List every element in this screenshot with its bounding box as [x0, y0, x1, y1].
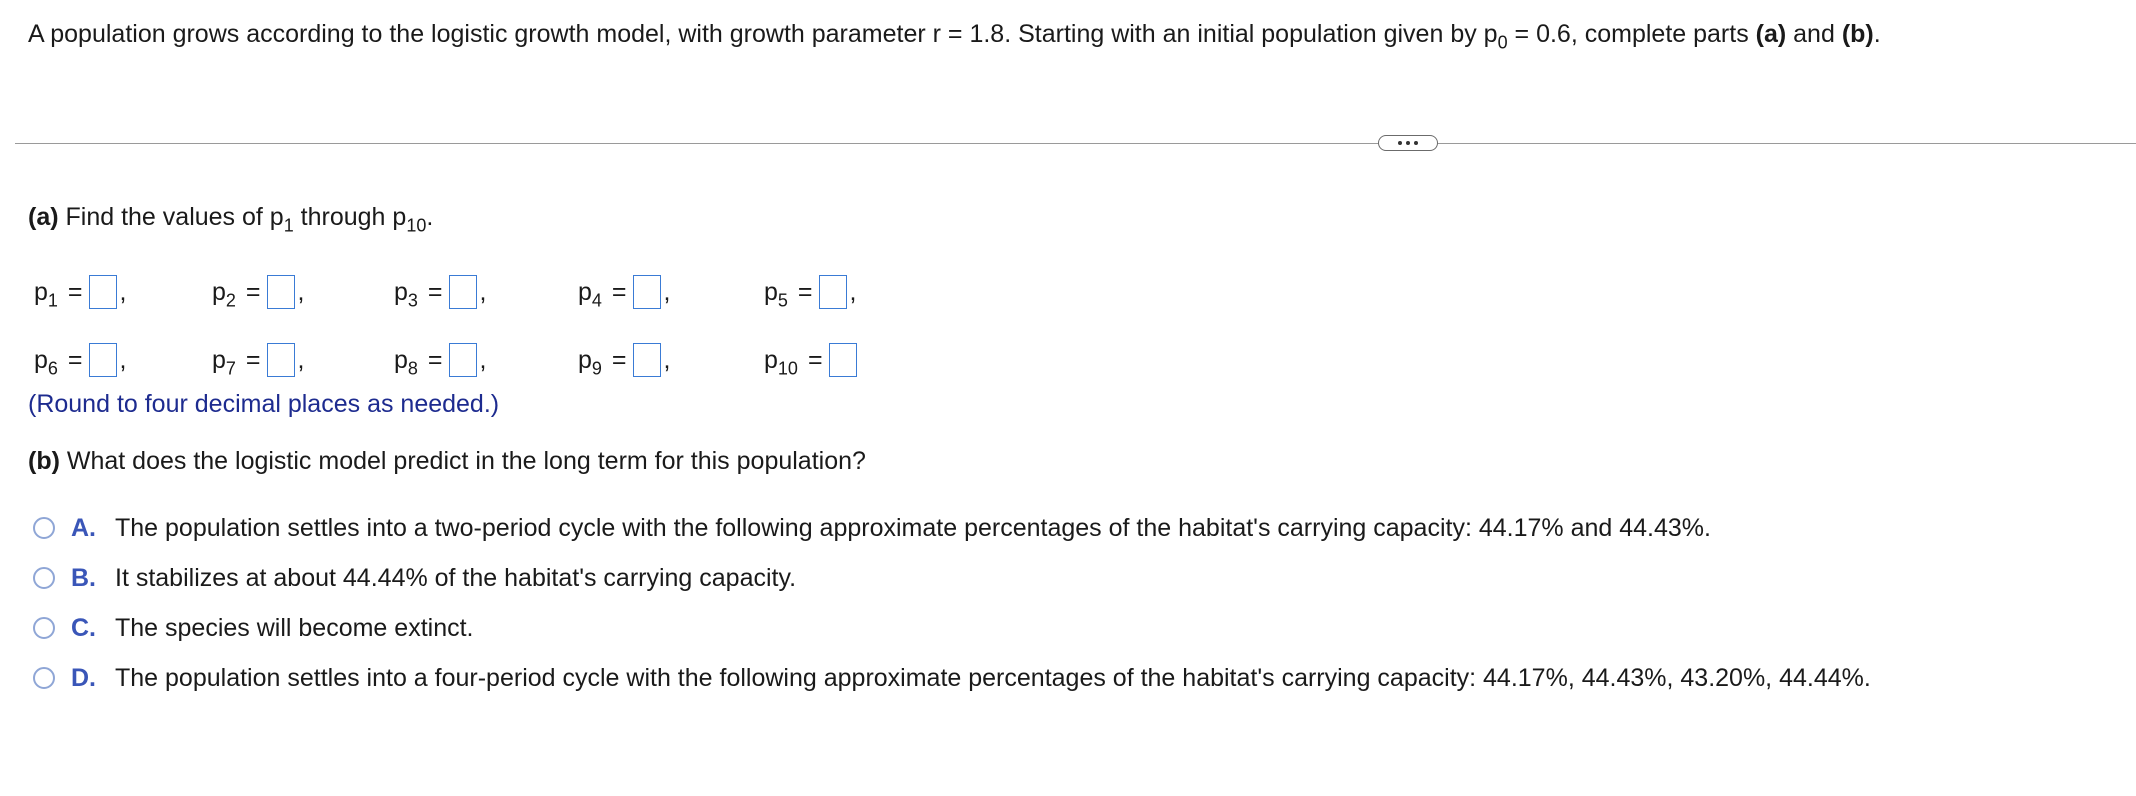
choice-a-text: The population settles into a two-period cycle with the following approximate percentages of the habitat's carrying capacity: 44.17% and 44.43%.	[115, 513, 1711, 542]
comma: ,	[479, 277, 487, 306]
comma: ,	[119, 277, 127, 306]
problem-statement	[28, 20, 1881, 53]
p4-answer-input[interactable]	[633, 275, 661, 309]
equals-sign: =	[427, 345, 443, 374]
choice-d-letter: D.	[71, 663, 96, 692]
problem-intro-text-2: = 0.6, complete parts	[1507, 20, 1756, 48]
p9-label: $p_9$	[578, 345, 602, 378]
choice-b-text: It stabilizes at about 44.44% of the habitat's carrying capacity.	[115, 563, 797, 592]
p2-answer-input[interactable]	[267, 275, 295, 309]
choice-d-text: The population settles into a four-period cycle with the following approximate percentages of the habitat's carrying capacity: 44.17%, 44.43%, 43.20%, 44.44%.	[115, 663, 1871, 692]
round-note: (Round to four decimal places as needed.)	[28, 390, 500, 418]
p4-label: $p_4$	[578, 277, 602, 310]
p10-label: $p_{10}$	[764, 345, 798, 378]
choice-a-letter: A.	[71, 513, 96, 542]
p3-label: $p_3$	[394, 277, 418, 310]
p10-item	[764, 340, 857, 380]
p3-answer-input[interactable]	[449, 275, 477, 309]
problem-intro-sub: 0	[1497, 32, 1508, 53]
equals-sign: =	[245, 277, 261, 306]
part-b-label: (b)	[28, 447, 60, 475]
comma: ,	[119, 345, 127, 374]
choice-c-text: The species will become extinct.	[115, 613, 474, 642]
p6-item	[34, 340, 126, 380]
p7-answer-input[interactable]	[267, 343, 295, 377]
problem-intro-text: A population grows according to the logistic growth model, with growth parameter r = 1.8. Starting with an initial population given by p	[28, 20, 1498, 48]
choice-c-letter: C.	[71, 613, 96, 642]
p2-item	[212, 272, 304, 312]
choice-d[interactable]	[33, 661, 1871, 695]
part-a-sub-1: 1	[283, 215, 294, 236]
p6-label: $p_6$	[34, 345, 58, 378]
part-b-question-text: What does the logistic model predict in the long term for this population?	[59, 447, 866, 475]
p3-item	[394, 272, 486, 312]
comma: ,	[297, 277, 305, 306]
radio-button-a[interactable]	[33, 517, 55, 539]
problem-part-a-ref: (a)	[1755, 20, 1787, 48]
ellipsis-icon	[1414, 141, 1418, 145]
choice-c[interactable]	[33, 611, 473, 645]
equals-sign: =	[67, 345, 83, 374]
p4-item	[578, 272, 670, 312]
equals-sign: =	[807, 345, 823, 374]
part-a-label: (a)	[28, 203, 59, 231]
p9-answer-input[interactable]	[633, 343, 661, 377]
p10-answer-input[interactable]	[829, 343, 857, 377]
part-a-sub-2: 10	[406, 215, 427, 236]
problem-intro-end: .	[1873, 20, 1881, 48]
p1-label: $p_1$	[34, 277, 58, 310]
comma: ,	[849, 277, 857, 306]
problem-part-b-ref: (b)	[1841, 20, 1874, 48]
problem-intro-and: and	[1786, 20, 1842, 48]
p6-answer-input[interactable]	[89, 343, 117, 377]
part-a-text-2: through p	[293, 203, 407, 231]
part-a-text: Find the values of p	[58, 203, 284, 231]
equals-sign: =	[611, 345, 627, 374]
section-divider	[15, 143, 2136, 144]
p2-label: $p_2$	[212, 277, 236, 310]
part-a-title	[28, 203, 434, 236]
p9-item	[578, 340, 670, 380]
choice-b[interactable]	[33, 561, 796, 595]
p1-answer-input[interactable]	[89, 275, 117, 309]
radio-button-c[interactable]	[33, 617, 55, 639]
p8-label: $p_8$	[394, 345, 418, 378]
part-b-question	[28, 447, 866, 476]
equals-sign: =	[67, 277, 83, 306]
ellipsis-icon	[1398, 141, 1402, 145]
equals-sign: =	[611, 277, 627, 306]
equals-sign: =	[797, 277, 813, 306]
p5-label: $p_5$	[764, 277, 788, 310]
p8-item	[394, 340, 486, 380]
choice-a[interactable]	[33, 511, 1711, 545]
equals-sign: =	[245, 345, 261, 374]
radio-button-d[interactable]	[33, 667, 55, 689]
p8-answer-input[interactable]	[449, 343, 477, 377]
p7-item	[212, 340, 304, 380]
ellipsis-icon	[1406, 141, 1410, 145]
equals-sign: =	[427, 277, 443, 306]
comma: ,	[663, 345, 671, 374]
p7-label: $p_7$	[212, 345, 236, 378]
show-more-button[interactable]	[1378, 135, 1438, 151]
comma: ,	[663, 277, 671, 306]
p5-answer-input[interactable]	[819, 275, 847, 309]
choice-b-letter: B.	[71, 563, 96, 592]
comma: ,	[479, 345, 487, 374]
comma: ,	[297, 345, 305, 374]
radio-button-b[interactable]	[33, 567, 55, 589]
p5-item	[764, 272, 856, 312]
part-a-text-3: .	[426, 203, 434, 231]
p1-item	[34, 272, 126, 312]
